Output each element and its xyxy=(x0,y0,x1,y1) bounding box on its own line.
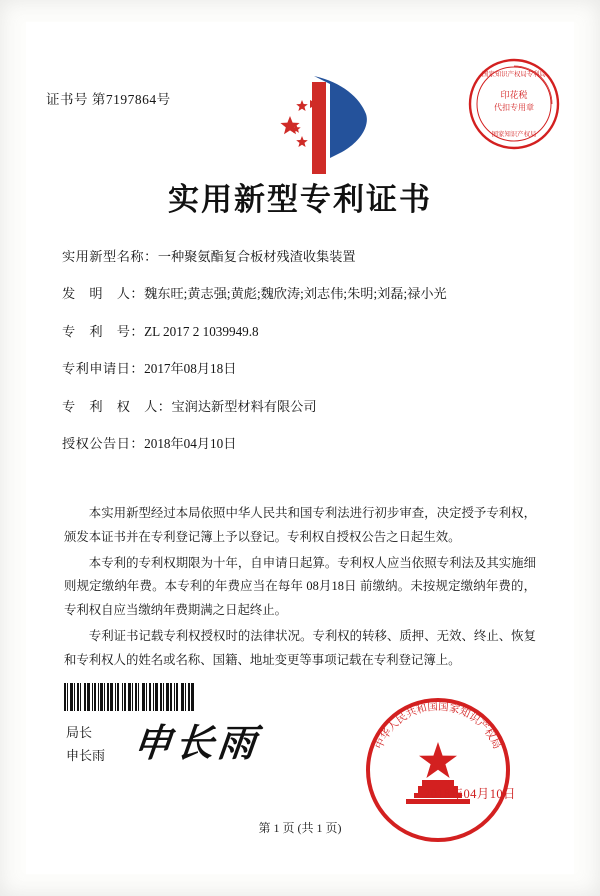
value-application-date: 2017年08月18日 xyxy=(144,361,237,377)
certificate-fields xyxy=(62,248,542,473)
certificate-body xyxy=(64,502,536,675)
barcode xyxy=(64,683,252,711)
field-grant-announcement-date xyxy=(62,435,542,453)
svg-text:代扣专用章: 代扣专用章 xyxy=(494,103,534,112)
handwritten-signature: 申长雨 xyxy=(131,720,263,765)
label-application-date: 专利申请日： xyxy=(62,361,145,377)
svg-text:印花税: 印花税 xyxy=(500,90,528,100)
director-label: 局长 xyxy=(66,725,93,740)
svg-text:国家知识产权局: 国家知识产权局 xyxy=(491,131,537,138)
director-block xyxy=(66,722,105,768)
label-inventors: 发 明 人： xyxy=(62,286,145,302)
label-grant-announcement-date: 授权公告日： xyxy=(62,436,145,452)
field-application-date xyxy=(62,360,542,378)
value-inventors: 魏东旺;黄志强;黄彪;魏欣涛;刘志伟;朱明;刘磊;禄小光 xyxy=(144,286,447,302)
label-patent-number: 专 利 号： xyxy=(62,323,145,339)
value-patent-number: ZL 2017 2 1039949.8 xyxy=(144,323,259,339)
field-patentee xyxy=(62,398,542,416)
field-utility-model-name xyxy=(62,248,542,266)
field-patent-number xyxy=(62,323,542,341)
field-inventors xyxy=(62,285,542,303)
svg-text:中华人民共和国国家知识产权局: 中华人民共和国国家知识产权局 xyxy=(374,701,502,751)
tax-stamp-seal xyxy=(466,56,562,152)
body-paragraph-1: 本实用新型经过本局依照中华人民共和国专利法进行初步审查，决定授予专利权，颁发本证书并在专利登记簿上予以登记。专利权自授权公告之日起生效。 xyxy=(64,506,536,544)
value-grant-announcement-date: 2018年04月10日 xyxy=(144,436,237,452)
value-patentee: 宝润达新型材料有限公司 xyxy=(171,398,317,414)
director-name: 申长雨 xyxy=(66,747,106,763)
seal-date: 2018年04月10日 xyxy=(424,787,516,801)
label-patentee: 专 利 权 人： xyxy=(62,398,172,414)
svg-text:国家知识产权局专利局: 国家知识产权局专利局 xyxy=(482,71,546,78)
value-utility-model-name: 一种聚氨酯复合板材残渣收集装置 xyxy=(157,249,356,264)
cnipa-logo-icon xyxy=(256,70,376,178)
page-title: 实用新型专利证书 xyxy=(168,182,432,217)
body-paragraph-3: 专利证书记载专利权授权时的法律状况。专利权的转移、质押、无效、终止、恢复和专利权人的姓名或名称、国籍、地址变更等事项记载在专利登记簿上。 xyxy=(64,629,536,667)
certificate-sheet xyxy=(26,22,574,874)
certificate-number: 证书号 第7197864号 xyxy=(46,92,171,107)
body-paragraph-2: 本专利的专利权期限为十年，自申请日起算。专利权人应当依照专利法及其实施细则规定缴纳年费。本专利的年费应当在每年 08月18日 前缴纳。未按规定缴纳年费的，专利权自应当缴纳年费期满之日起终止。 xyxy=(64,555,536,618)
label-utility-model-name: 实用新型名称： xyxy=(62,249,158,264)
page-footer: 第 1 页 (共 1 页) xyxy=(258,821,342,835)
